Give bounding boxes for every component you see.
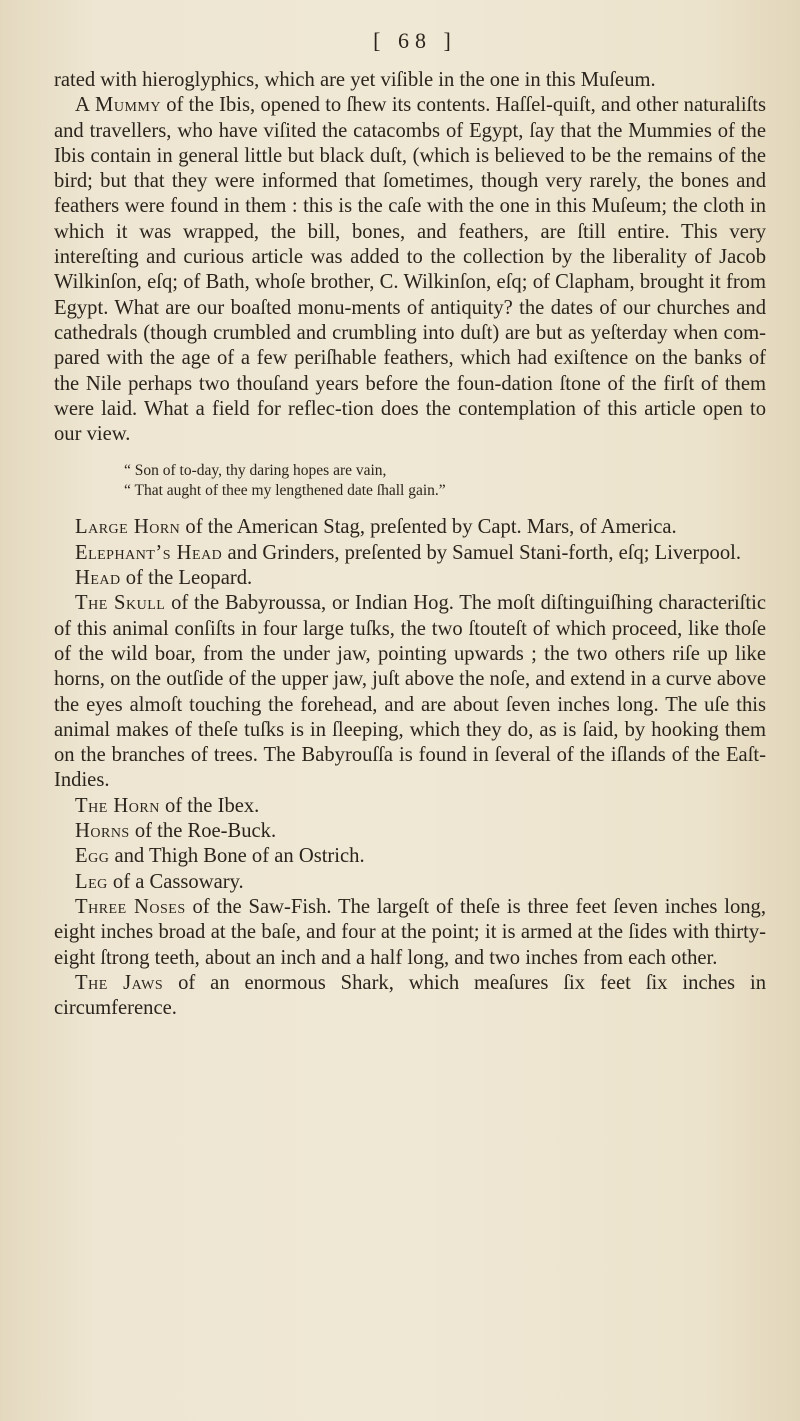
entry-lead: Leg bbox=[75, 870, 108, 893]
paragraph-text: rated with hieroglyphics, which are yet viſible in the one in this Muſeum. bbox=[54, 69, 656, 91]
entry-roebuck-horns bbox=[54, 819, 766, 844]
entry-text: of the Ibex. bbox=[159, 794, 260, 817]
entry-shark-jaws bbox=[54, 971, 766, 1022]
paragraph-text: of the Ibis, opened to ſhew its contents. Haſſel-quiſt, and other naturaliſts and travellers, who have viſited the catacombs of Egypt, ſay that the Mummies of the Ibis contain in general little but black duſt, (which is believed to be the remains of the bird; but that they were informed that ſometimes, though very rarely, the bones and feathers were found in them : this is the caſe with the one in this Muſeum; the cloth in which it was wrapped, the bill, bones, and feathers, are ſtill entire. This very intereſting and curious article was added to the collection by the liberality of Jacob Wilkinſon, eſq; of Bath, whoſe brother, C. Wilkinſon, eſq; of Clapham, brought it from Egypt. What are our boaſted monu-ments of antiquity? the dates of our churches and cathedrals (though crumbled and crumbling into duſt) are but as yeſterday when com-pared with the age of a few periſhable feathers, which had exiſtence on the banks of the Nile perhaps two thouſand years before the foun-dation ſtone of the firſt of them were laid. What a field for reflec-tion does the contemplation of this article open to our view. bbox=[54, 94, 766, 446]
entry-lead: Head bbox=[75, 567, 121, 590]
verse-quotation bbox=[124, 461, 766, 501]
entry-text: of the Saw-Fish. The largeſt of theſe is three feet ſeven inches long, eight inches broad at the baſe, and four at the point; it is armed at the ſides with thirty-eight ſtrong teeth, about an inch and a half long, and two inches from each other. bbox=[54, 895, 766, 969]
paragraph-continuation bbox=[54, 68, 766, 93]
entry-leopard-head bbox=[54, 566, 766, 591]
entry-text: and Thigh Bone of an Ostrich. bbox=[109, 845, 365, 868]
entry-lead: The Horn bbox=[75, 794, 160, 817]
entry-text: of a Cassowary. bbox=[107, 870, 244, 893]
entry-text: of the American Stag, preſented by Capt. Mars, of America. bbox=[180, 516, 677, 539]
entry-cassowary-leg bbox=[54, 870, 766, 895]
entry-text: of the Roe-Buck. bbox=[129, 820, 277, 843]
entry-text: of the Leopard. bbox=[120, 567, 253, 590]
entry-elephant-head bbox=[54, 541, 766, 566]
entry-lead: The Skull bbox=[75, 592, 166, 615]
entry-lead: Large Horn bbox=[75, 516, 181, 539]
entry-stag-horn bbox=[54, 515, 766, 540]
entry-lead: Horns bbox=[75, 820, 130, 843]
page-number: [ 68 ] bbox=[373, 28, 457, 53]
entry-text: of an enormous Shark, which meaſures ſix feet ſix inches in circumference. bbox=[54, 971, 766, 1020]
entry-lead: Egg bbox=[75, 845, 110, 868]
verse-line: “ That aught of thee my lengthened date ſhall gain.” bbox=[124, 482, 446, 500]
paragraph-ibis-mummy bbox=[54, 93, 766, 447]
entry-lead: A Mummy bbox=[75, 94, 161, 117]
entry-lead: Three Noses bbox=[75, 895, 186, 918]
entry-lead: The Jaws bbox=[75, 971, 164, 994]
entry-text: of the Babyroussa, or Indian Hog. The moſt diſtinguiſhing characteriſtic of this animal conſiſts in four large tuſks, the two ſtouteſt of which proceed, like thoſe of the wild boar, from the under jaw, pointing upwards ; the two others riſe up like horns, on the outſide of the upper jaw, juſt above the noſe, and extend in a curve above the eyes almoſt touching the forehead, and are about ſeven inches long. The uſe this animal makes of theſe tuſks is in ſleeping, which they do, as is ſaid, by hooking them on the branches of trees. The Babyrouſſa is found in ſeveral of the iſlands of the Eaſt-Indies. bbox=[54, 592, 766, 792]
entry-sawfish-noses bbox=[54, 895, 766, 971]
entry-ibex-horn bbox=[54, 794, 766, 819]
entry-lead: Elephant’s Head bbox=[75, 541, 223, 564]
verse-line: “ Son of to-day, thy daring hopes are vain, bbox=[124, 462, 387, 480]
entry-babyroussa-skull bbox=[54, 591, 766, 793]
entry-text: and Grinders, preſented by Samuel Stani-forth, eſq; Liverpool. bbox=[222, 541, 742, 564]
entry-ostrich-egg bbox=[54, 844, 766, 869]
